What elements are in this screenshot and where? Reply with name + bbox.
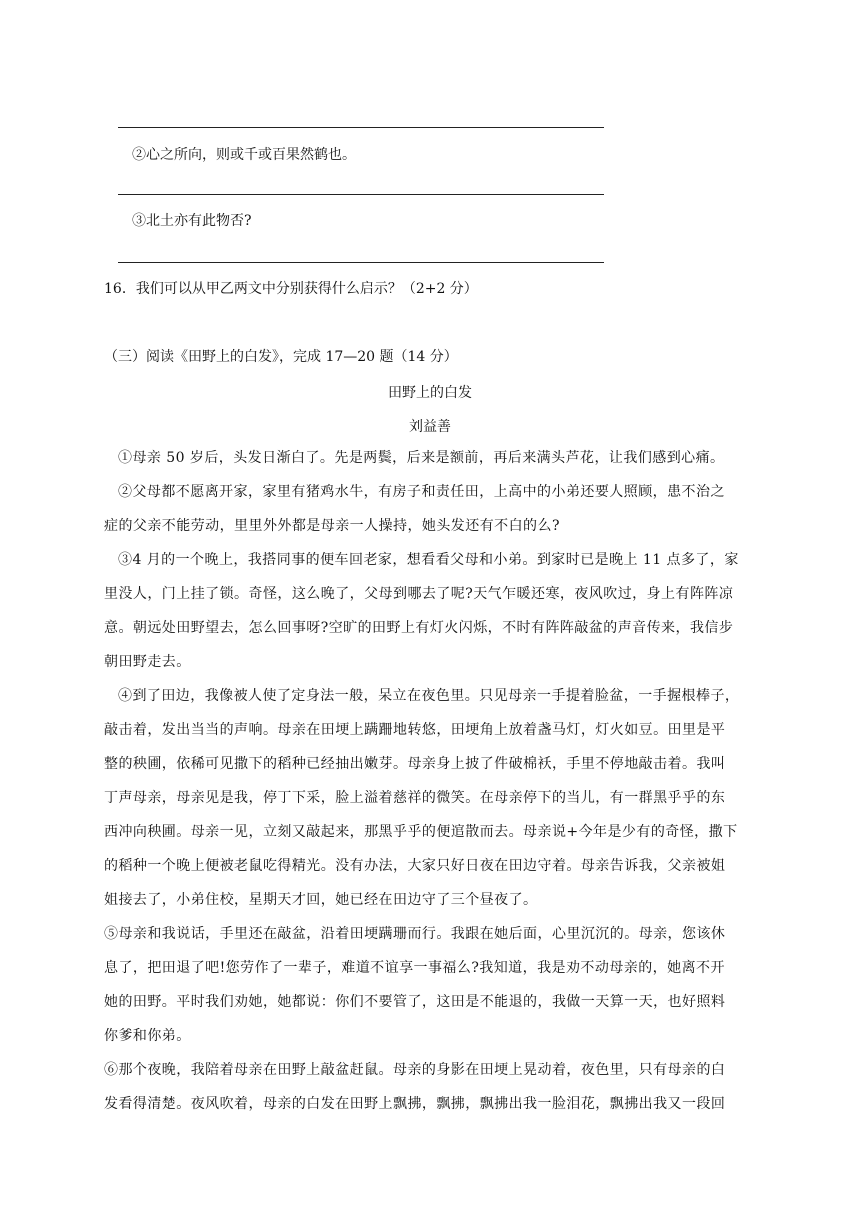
paragraph-line: ②父母都不愿离开家，家里有猪鸡水牛，有房子和责任田，上高中的小弟还要人照顾，患不治之 — [118, 484, 725, 500]
paragraph-line: 你爹和你弟。 — [104, 1028, 191, 1044]
answer-line — [118, 127, 604, 128]
paragraph-line: 里没人，门上挂了锁。奇怪，这么晚了，父母到哪去了呢?天气乍暖还寒，夜风吹过，身上有阵阵凉 — [104, 586, 734, 602]
paragraph-line: 整的秧圃，依稀可见撒下的稻种已经抽出嫩芽。母亲身上披了件破棉袄，手里不停地敲击着。我叫 — [104, 756, 726, 772]
paragraph-line: 意。朝远处田野望去，怎么回事呀?空旷的田野上有灯火闪烁，不时有阵阵敲盆的声音传来，我信步 — [104, 620, 734, 636]
paragraph-line: ④到了田边，我像被人使了定身法一般，呆立在夜色里。只见母亲一手提着脸盆，一手握根棒子， — [118, 688, 740, 704]
paragraph-line: 发看得清楚。夜风吹着，母亲的白发在田野上飘拂，飘拂，飘拂出我一脸泪花，飘拂出我又一段回 — [104, 1096, 726, 1112]
paragraph-line: 丁声母亲，母亲见是我，停丁下采，脸上溢着慈祥的微笑。在母亲停下的当儿，有一群黑乎乎的东 — [104, 790, 726, 806]
paragraph-line: 朝田野走去。 — [104, 654, 191, 670]
section-heading: （三）阅读《田野上的白发》，完成 17—20 题（14 分） — [104, 349, 458, 365]
paragraph-line: ①母亲 50 岁后，头发日渐白了。先是两鬓，后来是额前，再后来满头芦花，让我们感到心痛。 — [118, 450, 725, 466]
paragraph-line: 敲击着，发出当当的声响。母亲在田埂上蹒跚地转悠，田埂角上放着盏马灯，灯火如豆。田里是平 — [104, 722, 726, 738]
answer-line — [118, 262, 604, 263]
paragraph-line: 她的田野。平时我们劝她，她都说：你们不要管了，这田是不能退的，我做一天算一天，也好照料 — [104, 994, 726, 1010]
paragraph-line: 症的父亲不能劳动，里里外外都是母亲一人操持，她头发还有不白的么? — [104, 518, 560, 534]
paragraph-line: ⑥那个夜晚，我陪着母亲在田野上敲盆赶鼠。母亲的身影在田埂上晃动着，夜色里，只有母亲的白 — [104, 1062, 726, 1078]
answer-line — [118, 194, 604, 195]
article-title: 田野上的白发 — [388, 385, 472, 401]
paragraph-line: 的稻种一个晚上便被老鼠吃得精光。没有办法，大家只好日夜在田边守着。母亲告诉我，父亲被姐 — [104, 858, 726, 874]
article-author: 刘益善 — [409, 419, 451, 435]
question-item: ②心之所向，则或千或百果然鹤也。 — [132, 147, 356, 163]
article-body — [104, 441, 766, 1121]
question-16: 16．我们可以从甲乙两文中分别获得什么启示？（2+2 分） — [104, 281, 478, 297]
paragraph-line: ③4 月的一个晚上，我搭同事的便车回老家，想看看父母和小弟。到家时已是晚上 11 点多了，家 — [118, 552, 739, 568]
paragraph-line: 姐接去了，小弟住校，星期天才回，她已经在田边守了三个昼夜了。 — [104, 892, 538, 908]
paragraph-line: 息了，把田退了吧!您劳作了一辈子，难道不谊享一事福么?我知道，我是劝不动母亲的，她离不开 — [104, 960, 725, 976]
paragraph-line: ⑤母亲和我说话，手里还在敲盆，沿着田埂蹒珊而行。我跟在她后面，心里沉沉的。母亲，您该休 — [104, 926, 726, 942]
question-item: ③北土亦有此物否? — [132, 213, 252, 229]
paragraph-line: 西冲向秧圃。母亲一见，立刻又敲起来，那黑乎乎的便逭散而去。母亲说+今年是少有的奇怪，撒下 — [104, 824, 738, 840]
